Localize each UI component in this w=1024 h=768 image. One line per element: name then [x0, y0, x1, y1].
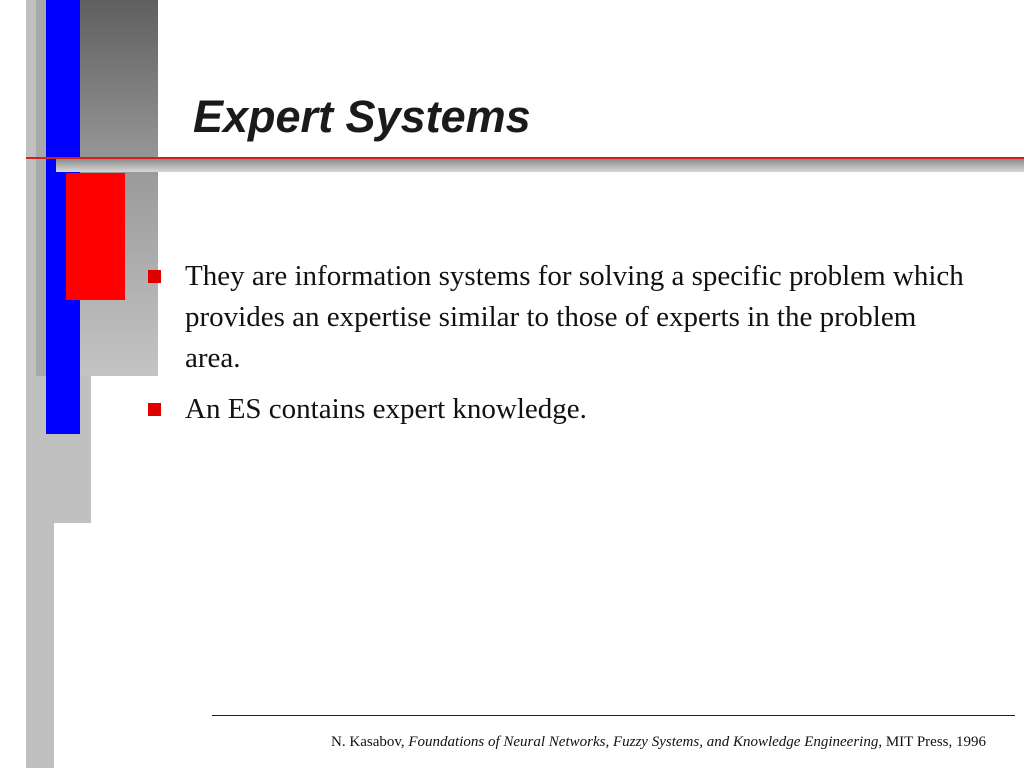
footer-rule — [212, 715, 1015, 716]
bullet-item — [148, 389, 968, 430]
bullet-item — [148, 256, 968, 379]
footer-author: N. Kasabov, — [331, 734, 405, 750]
footer-publisher-year: , MIT Press, 1996 — [878, 734, 986, 750]
square-bullet-icon — [148, 403, 161, 416]
title-underline-gray — [56, 159, 1024, 172]
bullet-text: They are information systems for solving a specific problem which provides an expertise similar to those of experts in the problem area. — [185, 260, 964, 374]
footer-book-title: Foundations of Neural Networks, Fuzzy Systems, and Knowledge Engineering — [408, 734, 879, 750]
bullet-list — [148, 256, 968, 440]
slide-title: Expert Systems — [193, 91, 531, 142]
bullet-text: An ES contains expert knowledge. — [185, 393, 587, 425]
red-block — [66, 173, 125, 300]
footer-citation — [236, 734, 986, 751]
gray-bar-left-short — [36, 0, 46, 376]
square-bullet-icon — [148, 270, 161, 283]
